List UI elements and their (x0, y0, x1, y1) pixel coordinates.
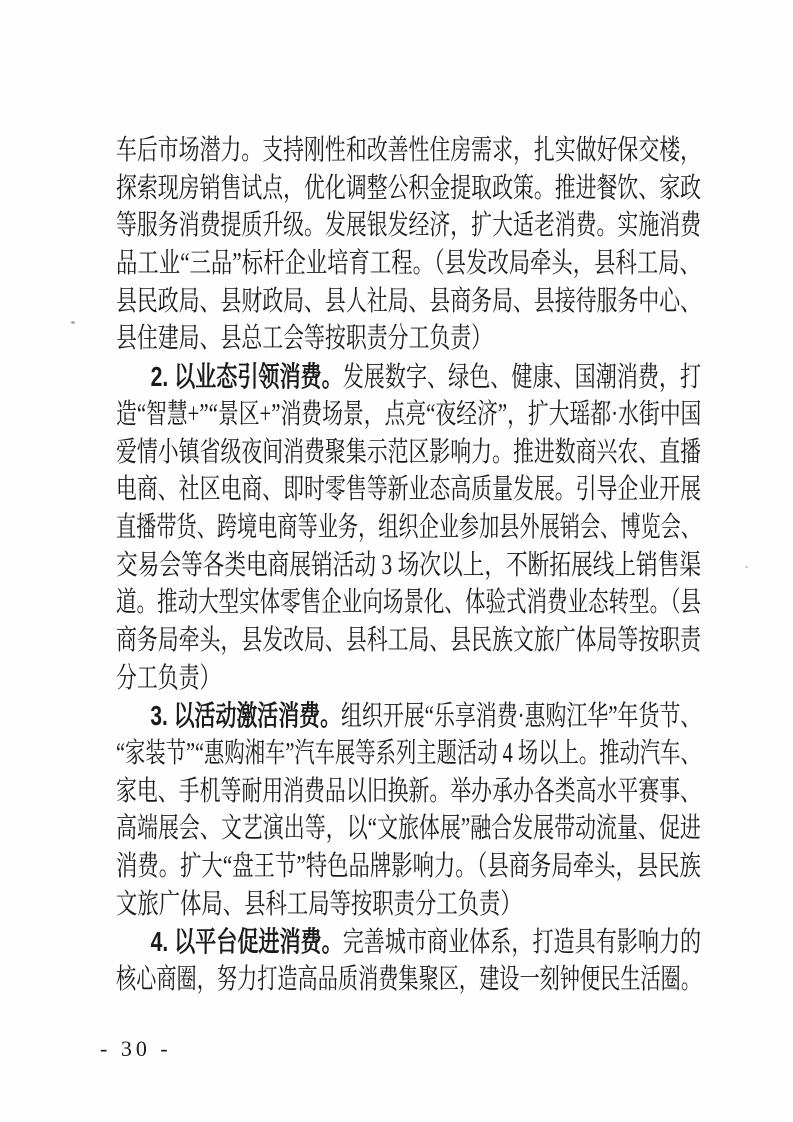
text-line (116, 283, 701, 321)
text-run: 家电、手机等耐用消费品以旧换新。举办承办各类高水平赛事、 (116, 775, 702, 807)
text-line (116, 358, 701, 396)
text-line (116, 132, 701, 170)
text-line (116, 622, 701, 660)
text-run: 县住建局、县总工会等按职责分工负责） (116, 323, 493, 355)
paragraph-lead: 3. 以活动激活消费。 (150, 700, 341, 732)
text-line (116, 773, 701, 811)
text-run: 探索现房销售试点，优化调整公积金提取政策。推进餐饮、家政 (116, 172, 702, 204)
text-line (116, 584, 701, 622)
text-run: 分工负责） (116, 662, 221, 694)
paragraph-lead: 4. 以平台促进消费。 (150, 926, 343, 958)
text-run: 等服务消费提质升级。发展银发经济，扩大适老消费。实施消费 (116, 210, 702, 242)
text-run: 消费。扩大“盘王节”特色品牌影响力。（县商务局牵头，县民族 (116, 851, 701, 883)
text-line (116, 735, 701, 773)
text-line (116, 810, 701, 848)
text-line (116, 509, 701, 547)
text-run: 组织开展“乐享消费·惠购江华”年货节、 (340, 701, 702, 733)
text-run: 高端展会、文艺演出等，以“文旅体展”融合发展带动流量、促进 (116, 813, 701, 845)
text-line (116, 697, 701, 735)
text-line (116, 245, 701, 283)
text-line (116, 923, 701, 961)
text-run: 电商、社区电商、即时零售等新业态高质量发展。引导企业开展 (116, 474, 702, 506)
text-line (116, 848, 701, 886)
text-run: 商务局牵头，县发改局、县科工局、县民族文旅广体局等按职责 (116, 624, 702, 656)
text-line (116, 207, 701, 245)
text-run: 车后市场潜力。支持刚性和改善性住房需求，扎实做好保交楼， (116, 135, 702, 166)
text-run: 县民政局、县财政局、县人社局、县商务局、县接待服务中心、 (116, 285, 702, 317)
page-number: - 30 - (100, 1036, 172, 1061)
text-run: 爱情小镇省级夜间消费聚集示范区影响力。推进数商兴农、直播 (116, 436, 702, 468)
text-line (116, 886, 701, 924)
text-run: 道。推动大型实体零售企业向场景化、体验式消费业态转型。（县 (116, 587, 702, 619)
text-run: 交易会等各类电商展销活动 3 场次以上，不断拓展线上销售渠 (116, 549, 702, 581)
text-block (116, 132, 701, 999)
text-line (116, 660, 701, 698)
text-run: 发展数字、绿色、健康、国潮消费，打 (342, 362, 702, 394)
scan-speck (71, 321, 75, 324)
paragraph-lead: 2. 以业态引领消费。 (150, 361, 343, 393)
text-line (116, 396, 701, 434)
text-run: “家装节”“惠购湘车”汽车展等系列主题活动 4 场以上。推动汽车、 (116, 738, 701, 769)
scan-speck (745, 566, 748, 568)
text-line (116, 471, 701, 509)
text-run: 直播带货、跨境电商等业务，组织企业参加县外展销会、博览会、 (116, 511, 702, 543)
text-run: 核心商圈，努力打造高品质消费集聚区，建设一刻钟便民生活圈。 (116, 964, 702, 996)
text-run: 完善城市商业体系，打造具有影响力的 (342, 927, 702, 959)
text-line (116, 170, 701, 208)
text-run: 造“智慧+”“景区+”消费场景，点亮“夜经济”，扩大瑶都·水街中国 (116, 398, 702, 430)
text-line (116, 434, 701, 472)
text-line (116, 961, 701, 999)
text-line (116, 320, 701, 358)
text-line (116, 547, 701, 585)
text-run: 文旅广体局、县科工局等按职责分工负责） (116, 888, 522, 920)
text-run: 品工业“三品”标杆企业培育工程。（县发改局牵头，县科工局、 (116, 248, 701, 280)
